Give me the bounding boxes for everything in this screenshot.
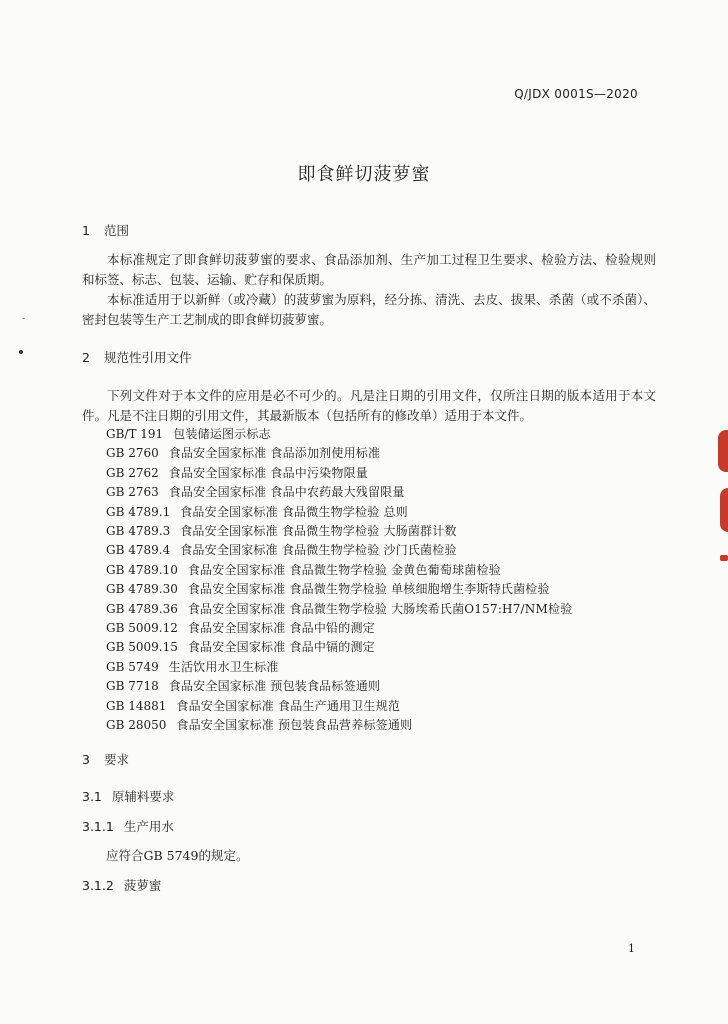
document-title: 即食鲜切菠萝蜜 (297, 164, 431, 185)
reference-code: GB 5009.12 (106, 621, 178, 636)
reference-title: 食品安全国家标准 食品微生物学检验 金黄色葡萄球菌检验 (187, 562, 501, 577)
reference-code: GB 4789.30 (106, 582, 178, 597)
section-number: 3 (82, 752, 90, 767)
reference-title: 食品安全国家标准 食品生产通用卫生规范 (176, 698, 401, 713)
section-number: 3.1.2 (82, 878, 114, 893)
section-2-heading (82, 348, 191, 366)
seal-stamp-fragment (720, 555, 728, 561)
reference-list (106, 425, 572, 736)
section-title: 范围 (103, 223, 129, 238)
reference-title: 食品安全国家标准 预包装食品营养标签通则 (176, 718, 413, 733)
reference-item (106, 483, 572, 502)
reference-item (106, 677, 572, 696)
scan-speck (22, 318, 25, 319)
document-code: Q/JDX 0001S—2020 (514, 87, 638, 101)
reference-item (106, 580, 572, 599)
reference-item (106, 638, 572, 657)
paragraph: 下列文件对于本文件的应用是必不可少的。凡是注日期的引用文件，仅所注日期的版本适用于本文件。凡是不注日期的引用文件，其最新版本（包括所有的修改单）适用于本文件。 (82, 388, 656, 423)
reference-item (106, 444, 572, 463)
section-1-body (82, 250, 656, 330)
reference-title: 包装储运图示标志 (173, 427, 271, 441)
reference-title: 食品安全国家标准 食品微生物学检验 大肠埃希氏菌O157:H7/NM检验 (187, 601, 573, 616)
page-number: 1 (628, 942, 635, 955)
section-title: 生产用水 (123, 819, 174, 834)
reference-item (106, 503, 572, 522)
reference-title: 食品安全国家标准 食品微生物学检验 沙门氏菌检验 (180, 543, 457, 558)
paragraph: 本标准规定了即食鲜切菠萝蜜的要求、食品添加剂、生产加工过程卫生要求、检验方法、检验规则和标签、标志、包装、运输、贮存和保质期。 (82, 252, 656, 287)
section-3-1-heading (82, 787, 174, 805)
section-title: 要求 (103, 752, 129, 767)
reference-item (106, 697, 572, 716)
reference-item (106, 658, 572, 677)
seal-stamp-fragment (718, 430, 728, 472)
reference-code: GB 2760 (106, 446, 159, 461)
reference-title: 食品安全国家标准 食品微生物学检验 单核细胞增生李斯特氏菌检验 (187, 582, 550, 597)
reference-title: 生活饮用水卫生标准 (168, 659, 279, 674)
reference-code: GB 7718 (106, 679, 159, 694)
reference-item (106, 600, 572, 619)
reference-item (106, 561, 572, 580)
reference-code: GB 2763 (106, 485, 159, 500)
reference-code: GB 4789.10 (106, 562, 178, 577)
reference-code: GB 14881 (106, 698, 167, 713)
reference-title: 食品安全国家标准 食品中铅的测定 (187, 621, 375, 636)
section-2-intro (82, 386, 656, 426)
section-3-1-1-heading (82, 817, 174, 835)
section-3-1-2-heading (82, 876, 161, 894)
section-title: 规范性引用文件 (103, 350, 192, 365)
seal-stamp-fragment (720, 488, 728, 532)
reference-item (106, 619, 572, 638)
section-3-1-1-text: 应符合GB 5749的规定。 (106, 848, 249, 863)
section-number: 3.1 (82, 789, 102, 804)
reference-title: 食品安全国家标准 食品中镉的测定 (187, 640, 375, 655)
reference-code: GB 5009.15 (106, 640, 178, 655)
reference-item (106, 541, 572, 560)
reference-title: 食品安全国家标准 食品添加剂使用标准 (168, 446, 381, 461)
section-number: 1 (82, 223, 90, 238)
reference-code: GB 4789.3 (106, 524, 171, 539)
reference-title: 食品安全国家标准 食品微生物学检验 大肠菌群计数 (180, 524, 457, 539)
reference-code: GB 5749 (106, 659, 159, 674)
reference-item (106, 716, 572, 735)
section-number: 2 (82, 350, 90, 365)
reference-code: GB 4789.1 (106, 504, 171, 519)
section-3-heading (82, 750, 129, 768)
reference-item (106, 522, 572, 541)
reference-code: GB 4789.4 (106, 543, 171, 558)
section-1-heading (82, 221, 129, 239)
reference-code: GB 28050 (106, 718, 167, 733)
reference-code: GB 4789.36 (106, 601, 178, 616)
section-title: 菠萝蜜 (123, 878, 162, 893)
section-title: 原辅料要求 (111, 789, 175, 804)
section-number: 3.1.1 (82, 819, 114, 834)
reference-item (106, 425, 572, 444)
reference-title: 食品安全国家标准 预包装食品标签通则 (168, 679, 381, 694)
reference-title: 食品安全国家标准 食品中污染物限量 (168, 465, 368, 480)
reference-code: GB 2762 (106, 465, 159, 480)
reference-code: GB/T 191 (106, 427, 164, 441)
reference-title: 食品安全国家标准 食品中农药最大残留限量 (168, 485, 405, 500)
paragraph: 本标准适用于以新鲜（或冷藏）的菠萝蜜为原料，经分拣、清洗、去皮、拔果、杀菌（或不杀菌）、密封包装等生产工艺制成的即食鲜切菠萝蜜。 (82, 292, 656, 327)
reference-title: 食品安全国家标准 食品微生物学检验 总则 (180, 504, 408, 519)
reference-item (106, 464, 572, 483)
scan-speck (19, 350, 23, 354)
